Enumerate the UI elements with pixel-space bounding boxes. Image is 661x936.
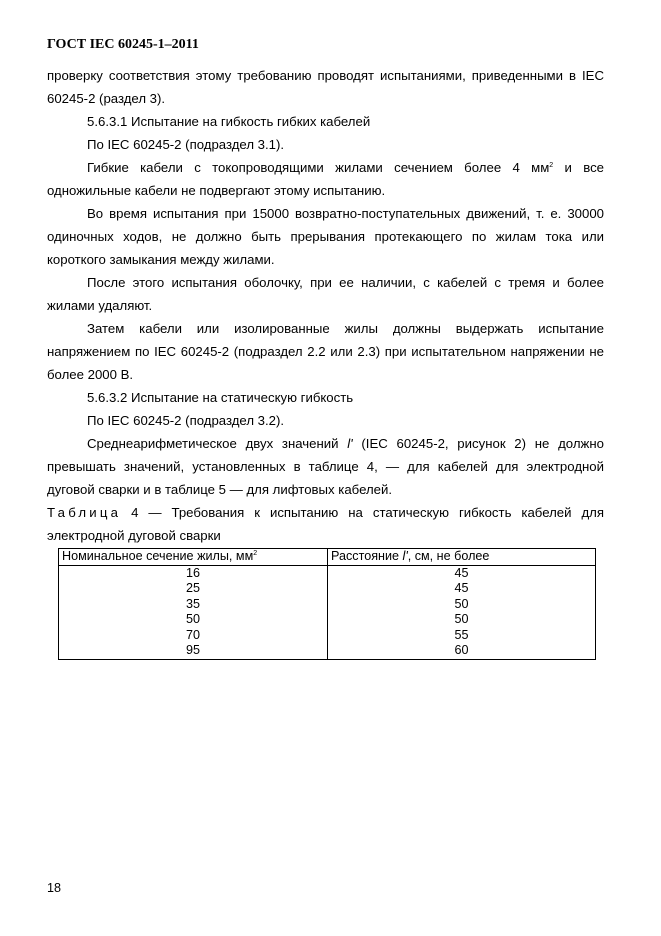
table-cell-section: 25: [59, 581, 328, 597]
paragraph: По IEC 60245-2 (подраздел 3.1).: [87, 137, 285, 152]
page-number: 18: [47, 881, 62, 895]
text-span: Гибкие кабели с токопроводящими жилами сечением более 4 мм: [87, 160, 550, 175]
header-text: , см, не более: [407, 549, 490, 563]
text-span: (IEC 60245-2, рисунок 2) не должно превышать значений, установленных в таблице 4, — для кабелей для электродной дуговой сварки и в таблице 5 — для лифтовых кабелей.: [47, 436, 604, 497]
header-text: Номинальное сечение жилы, мм: [62, 549, 254, 563]
symbol: l': [347, 436, 353, 451]
table-cell-distance: 55: [328, 628, 596, 644]
paragraph: [47, 432, 604, 501]
table-cell-distance: 45: [328, 565, 596, 581]
table-cell-section: 35: [59, 597, 328, 613]
text-span: Среднеарифметическое двух значений: [87, 436, 348, 451]
paragraph: После этого испытания оболочку, при ее наличии, с кабелей с тремя и более жилами удаляют.: [47, 275, 604, 313]
caption-text: 4 — Требования к испытанию на статическую гибкость кабелей для электродной дуговой сварки: [47, 505, 604, 543]
text-span: и все одножильные кабели не подвергают этому испытанию.: [47, 160, 604, 198]
data-table: [58, 548, 596, 660]
document-header: ГОСТ IEC 60245-1–2011: [47, 37, 199, 52]
table-row: [59, 597, 596, 613]
paragraph: Во время испытания при 15000 возвратно-поступательных движений, т. е. 30000 одиночных ходов, не должно быть прерывания протекающего по жилам тока или короткого замыкания между жилами.: [47, 206, 604, 267]
section-heading: 5.6.3.1 Испытание на гибкость гибких кабелей: [87, 114, 371, 129]
superscript: 2: [549, 162, 554, 169]
paragraph: проверку соответствия этому требованию проводят испытаниями, приведенными в IEC 60245-2 (раздел 3).: [47, 68, 604, 106]
superscript: 2: [253, 550, 258, 557]
table-caption: [47, 501, 604, 547]
table-row: [59, 565, 596, 581]
table-cell-section: 50: [59, 612, 328, 628]
table-row: [59, 581, 596, 597]
table-cell-section: 16: [59, 565, 328, 581]
table-cell-distance: 45: [328, 581, 596, 597]
table-cell-distance: 60: [328, 643, 596, 659]
table-cell-section: 70: [59, 628, 328, 644]
paragraph: Затем кабели или изолированные жилы должны выдержать испытание напряжением по IEC 60245-2 (подраздел 2.2 или 2.3) при испытательном напряжении не более 2000 В.: [47, 321, 604, 382]
document-body: [47, 64, 604, 547]
table-cell-distance: 50: [328, 612, 596, 628]
table-row: [59, 628, 596, 644]
table-row: [59, 643, 596, 659]
paragraph: [47, 156, 604, 202]
caption-label: Таблица: [47, 505, 122, 520]
table-cell-distance: 50: [328, 597, 596, 613]
table-cell-section: 95: [59, 643, 328, 659]
header-text: Расстояние: [331, 549, 403, 563]
column-header-section: [59, 549, 328, 566]
table-header-row: [59, 549, 596, 566]
paragraph: По IEC 60245-2 (подраздел 3.2).: [87, 413, 285, 428]
column-header-distance: [328, 549, 596, 566]
symbol: l': [402, 549, 408, 563]
table-row: [59, 612, 596, 628]
section-heading: 5.6.3.2 Испытание на статическую гибкость: [87, 390, 354, 405]
